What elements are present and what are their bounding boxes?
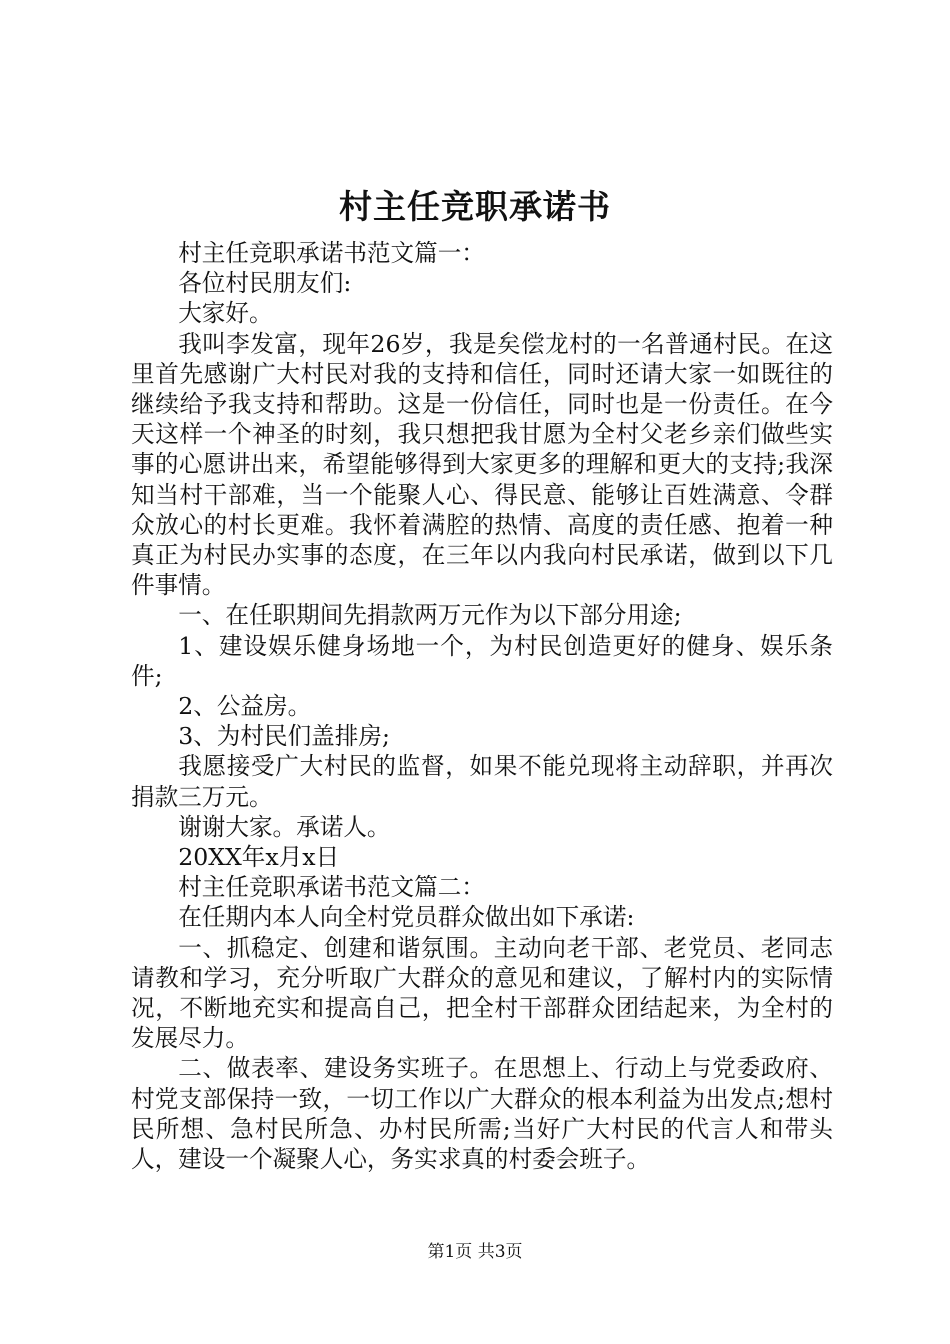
paragraph: 我叫李发富，现年26岁，我是矣偿龙村的一名普通村民。在这里首先感谢广大村民对我的支持和信任，同时还请大家一如既往的继续给予我支持和帮助。这是一份信任，同时也是一份责任。在今天这样一个神圣的时刻，我只想把我甘愿为全村父老乡亲们做些实事的心愿讲出来，希望能够得到大家更多的理解和更大的支持;我深知当村干部难，当一个能聚人心、得民意、能够让百姓满意、令群众放心的村长更难。我怀着满腔的热情、高度的责任感、抱着一种真正为村民办实事的态度，在三年以内我向村民承诺，做到以下几件事情。 (131, 329, 833, 600)
paragraph: 一、在任职期间先捐款两万元作为以下部分用途; (178, 601, 682, 630)
paragraph: 一、抓稳定、创建和谐氛围。主动向老干部、老党员、老同志请教和学习，充分听取广大群众的意见和建议，了解村内的实际情况，不断地充实和提高自己，把全村干部群众团结起来，为全村的发展尽力。 (131, 933, 833, 1053)
paragraph: 2、公益房。 (178, 692, 312, 721)
document-body (131, 238, 833, 1174)
paragraph: 1、建设娱乐健身场地一个，为村民创造更好的健身、娱乐条件; (131, 631, 833, 690)
document-title: 村主任竞职承诺书 (339, 187, 611, 226)
paragraph: 大家好。 (178, 299, 273, 328)
paragraph: 二、做表率、建设务实班子。在思想上、行动上与党委政府、村党支部保持一致，一切工作以广大群众的根本利益为出发点;想村民所想、急村民所急、办村民所需;当好广大村民的代言人和带头人，建设一个凝聚人心，务实求真的村委会班子。 (131, 1054, 833, 1174)
paragraph: 村主任竞职承诺书范文篇一： (178, 239, 485, 267)
paragraph: 20XX年x月x日 (178, 843, 340, 872)
paragraph: 我愿接受广大村民的监督，如果不能兑现将主动辞职，并再次捐款三万元。 (131, 752, 833, 811)
paragraph: 在任期内本人向全村党员群众做出如下承诺: (178, 903, 635, 932)
paragraph: 谢谢大家。承诺人。 (178, 812, 391, 841)
paragraph: 村主任竞职承诺书范文篇二： (178, 873, 485, 902)
page-footer: 第1页 共3页 (427, 1242, 523, 1262)
paragraph: 各位村民朋友们: (178, 269, 352, 298)
paragraph: 3、为村民们盖排房; (178, 722, 390, 751)
